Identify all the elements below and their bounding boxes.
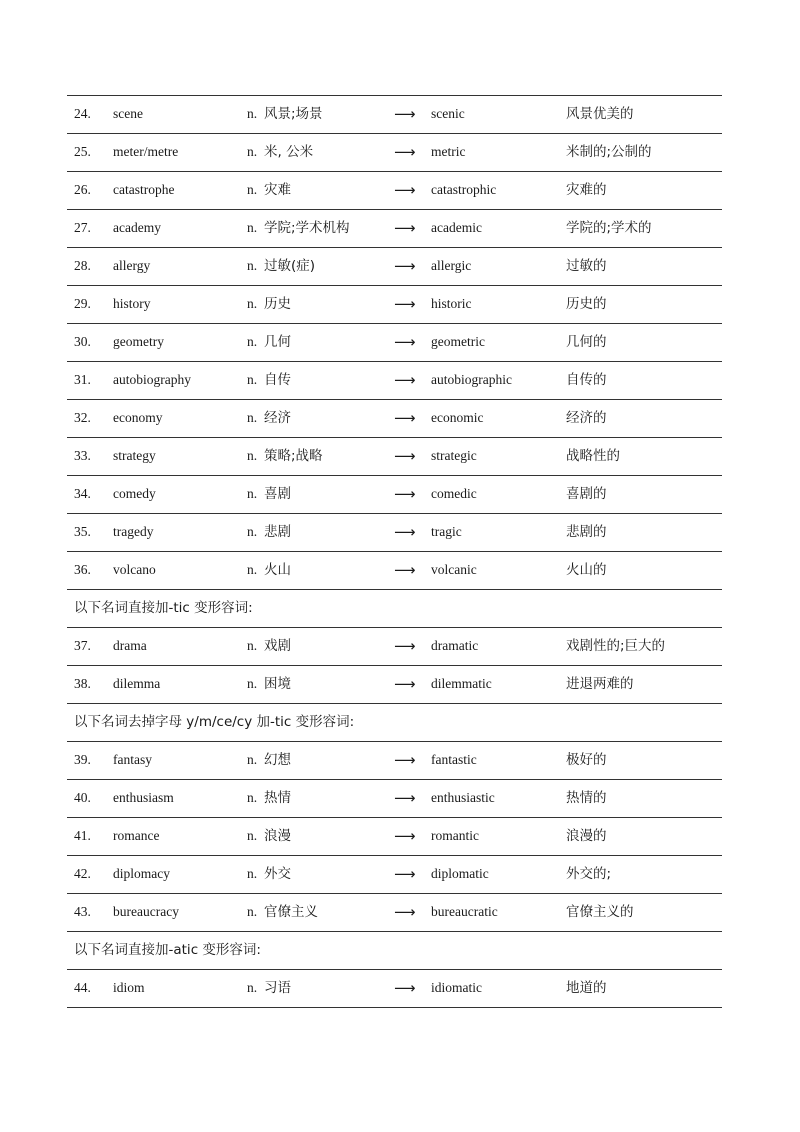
adjective-word: strategic <box>431 448 477 463</box>
part-of-speech: n. <box>247 790 258 805</box>
table-row <box>67 780 722 818</box>
entry-number: 25. <box>74 144 91 159</box>
entry-number: 32. <box>74 410 91 425</box>
adjective-word: geometric <box>431 334 485 349</box>
adjective-meaning: 战略性的 <box>566 448 620 464</box>
part-of-speech: n. <box>247 448 258 463</box>
table-row <box>67 970 722 1008</box>
arrow-icon: ⟶ <box>394 485 416 503</box>
part-of-speech: n. <box>247 410 258 425</box>
noun-word: dilemma <box>113 676 161 691</box>
adjective-meaning: 悲剧的 <box>566 524 607 540</box>
part-of-speech: n. <box>247 866 258 881</box>
noun-meaning: 习语 <box>264 980 291 996</box>
entry-number: 33. <box>74 448 91 463</box>
adjective-meaning: 学院的;学术的 <box>566 220 652 236</box>
table-row <box>67 856 722 894</box>
part-of-speech: n. <box>247 904 258 919</box>
adjective-meaning: 历史的 <box>566 296 607 312</box>
part-of-speech: n. <box>247 562 258 577</box>
noun-meaning: 外交 <box>264 866 291 882</box>
noun-meaning: 官僚主义 <box>264 904 318 920</box>
noun-meaning: 火山 <box>264 562 291 578</box>
noun-word: tragedy <box>113 524 154 539</box>
entry-number: 44. <box>74 980 91 995</box>
noun-meaning: 米, 公米 <box>264 144 314 160</box>
table-row <box>67 628 722 666</box>
arrow-icon: ⟶ <box>394 827 416 845</box>
adjective-meaning: 火山的 <box>566 562 607 578</box>
arrow-icon: ⟶ <box>394 295 416 313</box>
adjective-word: historic <box>431 296 472 311</box>
part-of-speech: n. <box>247 182 258 197</box>
noun-word: volcano <box>113 562 156 577</box>
noun-word: allergy <box>113 258 151 273</box>
table-row <box>67 286 722 324</box>
adjective-word: enthusiastic <box>431 790 495 805</box>
table-row <box>67 818 722 856</box>
adjective-meaning: 灾难的 <box>566 182 607 198</box>
noun-word: geometry <box>113 334 164 349</box>
noun-word: scene <box>113 106 143 121</box>
arrow-icon: ⟶ <box>394 333 416 351</box>
arrow-icon: ⟶ <box>394 637 416 655</box>
table-row <box>67 476 722 514</box>
adjective-meaning: 米制的;公制的 <box>566 144 652 160</box>
part-of-speech: n. <box>247 106 258 121</box>
arrow-icon: ⟶ <box>394 903 416 921</box>
noun-meaning: 悲剧 <box>264 524 291 540</box>
noun-word: autobiography <box>113 372 191 387</box>
table-row <box>67 552 722 590</box>
adjective-word: scenic <box>431 106 465 121</box>
entry-number: 42. <box>74 866 91 881</box>
adjective-meaning: 地道的 <box>566 980 607 996</box>
entry-number: 28. <box>74 258 91 273</box>
arrow-icon: ⟶ <box>394 865 416 883</box>
adjective-word: catastrophic <box>431 182 497 197</box>
table-row <box>67 438 722 476</box>
adjective-word: metric <box>431 144 466 159</box>
table-row <box>67 324 722 362</box>
table-row <box>67 248 722 286</box>
noun-word: economy <box>113 410 163 425</box>
table-row <box>67 362 722 400</box>
entry-number: 29. <box>74 296 91 311</box>
part-of-speech: n. <box>247 334 258 349</box>
adjective-word: allergic <box>431 258 472 273</box>
noun-word: fantasy <box>113 752 152 767</box>
part-of-speech: n. <box>247 296 258 311</box>
part-of-speech: n. <box>247 676 258 691</box>
adjective-word: dramatic <box>431 638 479 653</box>
entry-number: 41. <box>74 828 91 843</box>
adjective-word: bureaucratic <box>431 904 498 919</box>
table-row <box>67 96 722 134</box>
entry-number: 27. <box>74 220 91 235</box>
arrow-icon: ⟶ <box>394 675 416 693</box>
entry-number: 34. <box>74 486 91 501</box>
noun-meaning: 经济 <box>264 410 291 426</box>
entry-number: 26. <box>74 182 91 197</box>
adjective-meaning: 官僚主义的 <box>566 904 634 920</box>
section-heading-row <box>67 590 722 628</box>
arrow-icon: ⟶ <box>394 789 416 807</box>
adjective-word: fantastic <box>431 752 477 767</box>
adjective-word: autobiographic <box>431 372 512 387</box>
adjective-word: comedic <box>431 486 477 501</box>
table-row <box>67 742 722 780</box>
section-heading-row <box>67 932 722 970</box>
part-of-speech: n. <box>247 828 258 843</box>
adjective-meaning: 自传的 <box>566 372 607 388</box>
section-heading: 以下名词去掉字母 y/m/ce/cy 加-tic 变形容词: <box>74 714 355 730</box>
part-of-speech: n. <box>247 980 258 995</box>
arrow-icon: ⟶ <box>394 409 416 427</box>
noun-meaning: 策略;战略 <box>264 448 323 464</box>
table-row <box>67 514 722 552</box>
noun-word: enthusiasm <box>113 790 174 805</box>
arrow-icon: ⟶ <box>394 751 416 769</box>
part-of-speech: n. <box>247 372 258 387</box>
arrow-icon: ⟶ <box>394 219 416 237</box>
arrow-icon: ⟶ <box>394 447 416 465</box>
entry-number: 37. <box>74 638 91 653</box>
entry-number: 39. <box>74 752 91 767</box>
noun-meaning: 学院;学术机构 <box>264 220 350 236</box>
arrow-icon: ⟶ <box>394 561 416 579</box>
table-row <box>67 400 722 438</box>
adjective-meaning: 外交的; <box>566 866 612 882</box>
noun-meaning: 灾难 <box>264 182 291 198</box>
noun-meaning: 历史 <box>264 296 291 312</box>
part-of-speech: n. <box>247 144 258 159</box>
part-of-speech: n. <box>247 258 258 273</box>
adjective-meaning: 浪漫的 <box>566 828 607 844</box>
arrow-icon: ⟶ <box>394 979 416 997</box>
part-of-speech: n. <box>247 638 258 653</box>
adjective-word: dilemmatic <box>431 676 492 691</box>
noun-meaning: 浪漫 <box>264 828 291 844</box>
arrow-icon: ⟶ <box>394 257 416 275</box>
noun-meaning: 戏剧 <box>264 638 291 654</box>
arrow-icon: ⟶ <box>394 105 416 123</box>
noun-meaning: 风景;场景 <box>264 106 323 122</box>
noun-word: drama <box>113 638 147 653</box>
part-of-speech: n. <box>247 524 258 539</box>
noun-word: catastrophe <box>113 182 175 197</box>
entry-number: 38. <box>74 676 91 691</box>
adjective-meaning: 热情的 <box>566 790 607 806</box>
noun-word: academy <box>113 220 161 235</box>
section-heading-row <box>67 704 722 742</box>
noun-meaning: 喜剧 <box>264 486 291 502</box>
noun-word: bureaucracy <box>113 904 179 919</box>
adjective-meaning: 风景优美的 <box>566 106 634 122</box>
adjective-meaning: 喜剧的 <box>566 486 607 502</box>
arrow-icon: ⟶ <box>394 181 416 199</box>
adjective-meaning: 经济的 <box>566 410 607 426</box>
noun-word: romance <box>113 828 160 843</box>
noun-meaning: 热情 <box>264 790 291 806</box>
table-row <box>67 172 722 210</box>
noun-word: strategy <box>113 448 156 463</box>
noun-meaning: 幻想 <box>264 752 291 768</box>
adjective-word: romantic <box>431 828 479 843</box>
noun-word: idiom <box>113 980 145 995</box>
adjective-word: economic <box>431 410 484 425</box>
adjective-word: volcanic <box>431 562 477 577</box>
part-of-speech: n. <box>247 486 258 501</box>
adjective-meaning: 几何的 <box>566 334 607 350</box>
noun-meaning: 困境 <box>264 676 291 692</box>
arrow-icon: ⟶ <box>394 143 416 161</box>
entry-number: 36. <box>74 562 91 577</box>
adjective-meaning: 极好的 <box>566 752 607 768</box>
adjective-word: academic <box>431 220 482 235</box>
table-row <box>67 666 722 704</box>
arrow-icon: ⟶ <box>394 371 416 389</box>
part-of-speech: n. <box>247 220 258 235</box>
adjective-word: idiomatic <box>431 980 482 995</box>
section-heading: 以下名词直接加-atic 变形容词: <box>74 942 261 958</box>
noun-meaning: 自传 <box>264 372 291 388</box>
adjective-meaning: 戏剧性的;巨大的 <box>566 638 666 654</box>
part-of-speech: n. <box>247 752 258 767</box>
entry-number: 40. <box>74 790 91 805</box>
entry-number: 24. <box>74 106 91 121</box>
arrow-icon: ⟶ <box>394 523 416 541</box>
entry-number: 35. <box>74 524 91 539</box>
adjective-meaning: 进退两难的 <box>566 676 634 692</box>
entry-number: 30. <box>74 334 91 349</box>
noun-meaning: 几何 <box>264 334 291 350</box>
entry-number: 43. <box>74 904 91 919</box>
vocabulary-table <box>67 95 722 1008</box>
noun-meaning: 过敏(症) <box>264 258 316 274</box>
noun-word: diplomacy <box>113 866 170 881</box>
table-row <box>67 210 722 248</box>
table-row <box>67 894 722 932</box>
adjective-word: diplomatic <box>431 866 489 881</box>
table-row <box>67 134 722 172</box>
noun-word: meter/metre <box>113 144 179 159</box>
noun-word: comedy <box>113 486 156 501</box>
adjective-word: tragic <box>431 524 462 539</box>
adjective-meaning: 过敏的 <box>566 258 607 274</box>
entry-number: 31. <box>74 372 91 387</box>
section-heading: 以下名词直接加-tic 变形容词: <box>74 600 253 616</box>
noun-word: history <box>113 296 151 311</box>
